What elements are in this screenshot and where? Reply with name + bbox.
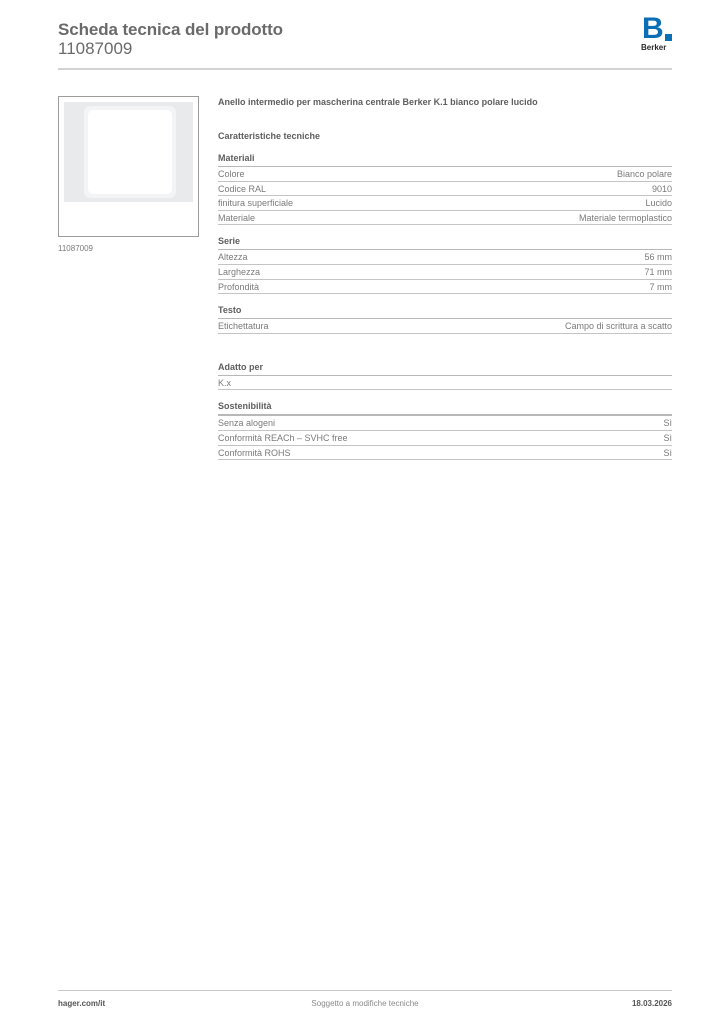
footer-website-link[interactable]: hager.com/it: [58, 999, 106, 1008]
spec-value: Lucido: [645, 198, 672, 209]
spec-row: [218, 280, 672, 295]
product-code: 11087009: [58, 39, 133, 58]
group-adatto-per: [218, 362, 672, 391]
footer-notice: Soggetto a modifiche tecniche: [311, 999, 419, 1008]
footer-date: 18.03.2026: [631, 999, 672, 1008]
group-title: Sostenibilità: [218, 401, 672, 416]
product-image: [58, 96, 199, 237]
product-name: Anello intermedio per mascherina centrale Berker K.1 bianco polare lucido: [218, 97, 538, 107]
spec-label: Profondità: [218, 281, 260, 292]
berker-logo: [638, 14, 678, 54]
spec-value: 56 mm: [644, 252, 672, 263]
logo-wordmark: Berker: [641, 43, 667, 52]
group-title: Materiali: [218, 153, 672, 167]
spec-label: Codice RAL: [218, 183, 267, 194]
spec-row: [218, 416, 672, 431]
frame-opening: [88, 110, 172, 194]
spec-value: Campo di scrittura a scatto: [564, 321, 672, 332]
footer-divider: [58, 990, 672, 991]
section-title: Caratteristiche tecniche: [218, 131, 321, 141]
group-sostenibilita: [218, 401, 672, 460]
spec-label: Conformità REACh – SVHC free: [218, 432, 348, 443]
spec-value: Materiale termoplastico: [578, 212, 672, 223]
spec-label: Colore: [218, 169, 245, 179]
spec-value: Sì: [663, 432, 672, 443]
group-materiali: [218, 153, 672, 225]
page-footer: [58, 999, 672, 1011]
spec-label: finitura superficiale: [218, 198, 294, 209]
frame-illustration: [64, 102, 193, 202]
spec-row: [218, 376, 672, 391]
logo-dot-icon: [665, 34, 672, 41]
group-serie: [218, 236, 672, 294]
group-testo: [218, 305, 672, 334]
spec-row: [218, 446, 672, 461]
spec-label: Altezza: [218, 252, 248, 263]
spec-value: 9010: [651, 183, 672, 194]
spec-row: [218, 265, 672, 280]
spec-row: [218, 431, 672, 446]
spec-value: Sì: [663, 418, 672, 429]
spec-row: [218, 167, 672, 182]
page-title: Scheda tecnica del prodotto: [58, 20, 283, 39]
page-header: [58, 20, 672, 68]
group-title: Testo: [218, 305, 672, 319]
spec-row: [218, 319, 672, 334]
product-details: [218, 96, 672, 460]
spec-row: [218, 211, 672, 226]
spec-label: K.x: [218, 377, 232, 388]
spec-row: [218, 196, 672, 211]
spec-label: Senza alogeni: [218, 418, 276, 429]
group-title: Adatto per: [218, 362, 672, 376]
spec-label: Etichettatura: [218, 321, 269, 332]
spec-row: [218, 182, 672, 197]
image-caption: 11087009: [58, 244, 93, 253]
spec-row: [218, 250, 672, 265]
group-title: Serie: [218, 236, 672, 250]
spec-label: Conformità ROHS: [218, 447, 291, 458]
logo-letter: B: [642, 12, 664, 45]
spec-label: Larghezza: [218, 266, 261, 277]
spec-label: Materiale: [218, 212, 256, 223]
header-divider: [58, 68, 672, 70]
spec-value: 71 mm: [644, 266, 672, 277]
spec-value: Bianco polare: [616, 169, 672, 179]
spec-value: Sì: [663, 447, 672, 458]
spec-value: 7 mm: [649, 281, 672, 292]
